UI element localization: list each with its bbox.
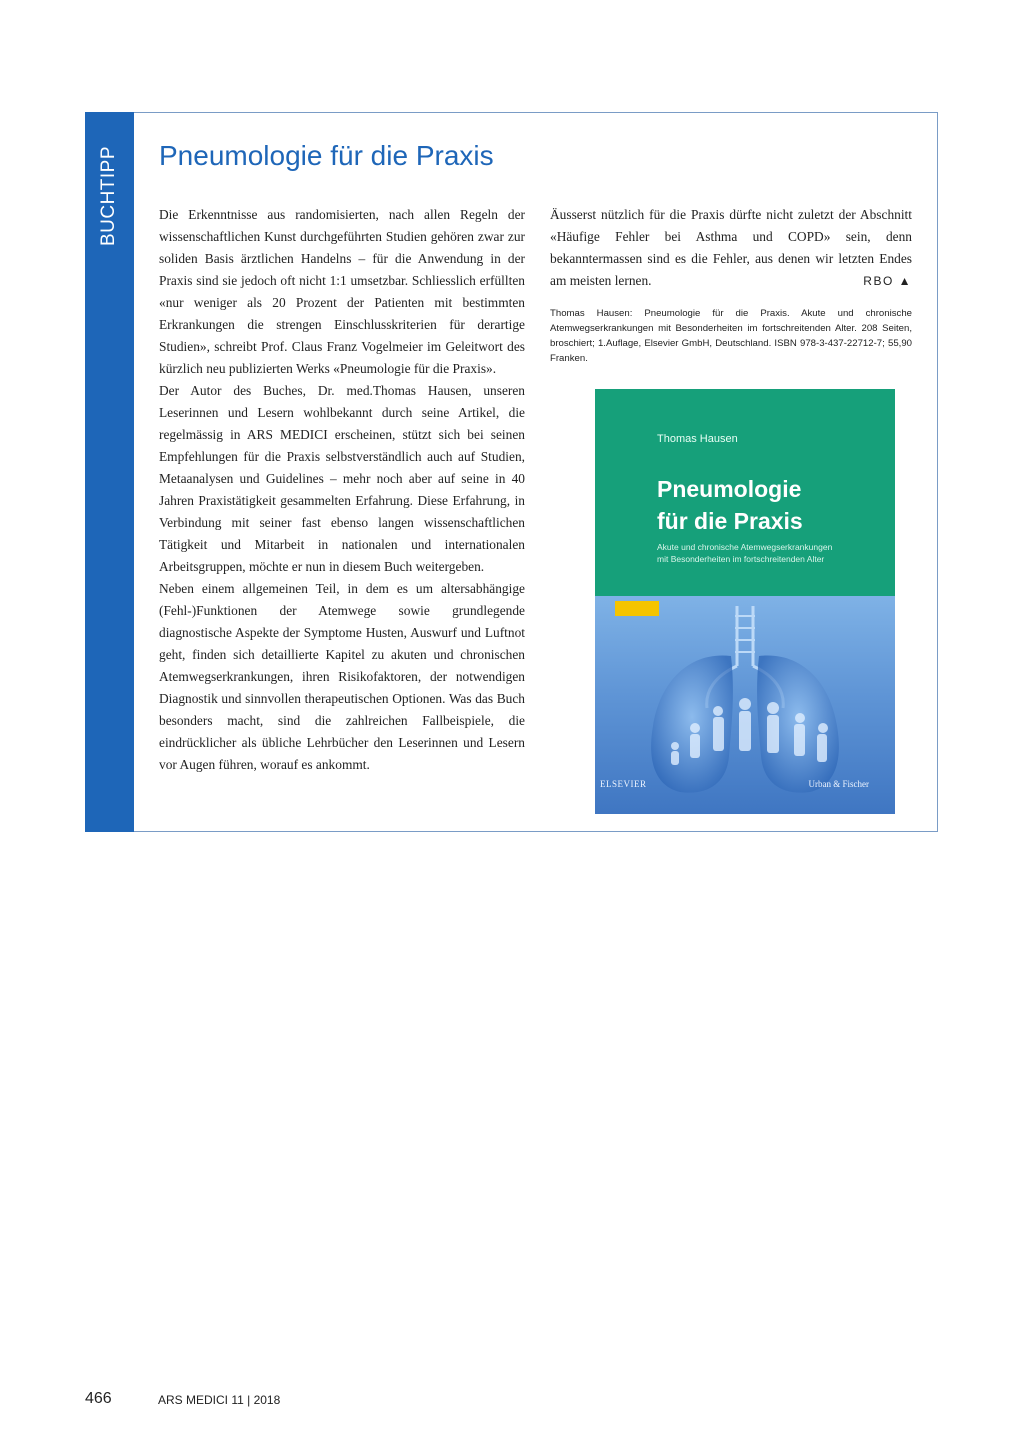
cover-publisher: ELSEVIER [600,779,647,789]
book-cover-image [595,389,895,814]
section-label: BUCHTIPP [98,145,119,247]
cover-title [657,473,877,537]
book-reference: Thomas Hausen: Pneumologie für die Praxis. Akute und chronische Atemwegserkrankungen mit Besonderheiten im fortschreitenden Alter. 208 Seiten, broschiert; 1.Auflage, Elsevier GmbH, Deutschland. ISBN 978-3-437-22712-7; 55,90 Franken. [550,308,912,364]
paragraph-4-text: Äusserst nützlich für die Praxis dürfte nicht zuletzt der Abschnitt «Häufige Fehler bei Asthma und COPD» sein, denn bekanntermassen sind es die Fehler, aus denen wir letzten Endes am meisten lernen. [550,207,912,288]
cover-subtitle-line-1: Akute und chronische Atemwegserkrankungen [657,542,833,552]
cover-color-band [615,601,659,616]
cover-imprint: Urban & Fischer [808,779,869,789]
right-column [550,204,912,292]
article-title: Pneumologie für die Praxis [159,140,494,171]
paragraph-2: Der Autor des Buches, Dr. med.Thomas Hausen, unseren Leserinnen und Lesern wohlbekannt durch seine Artikel, die regelmässig in ARS MEDICI erscheinen, stützt sich bei seinen Empfehlungen für die Praxis selbstverständlich auch auf Studien, Metaanalysen und Guidelines – mehr noch aber auf seine in 40 Jahren Praxistätigkeit gesammelten Erfahrung. Diese Erfahrung, in Verbindung mit seiner fast ebenso langen wissenschaftlichen Tätigkeit und Mitarbeit in nationalen und internationalen Arbeitsgruppen, möchte er nun in diesem Buch weitergeben. [159,383,525,574]
page-number: 466 [85,1390,112,1407]
cover-title-line-2: für die Praxis [657,508,803,534]
left-column [159,204,525,776]
paragraph-3: Neben einem allgemeinen Teil, in dem es um altersabhängige (Fehl-)Funktionen der Atemwege sowie grundlegende diagnostische Aspekte der Symptome Husten, Auswurf und Luftnot geht, finden sich detaillierte Kapitel zu akuten und chronischen Atemwegserkrankungen, ihren Risikofaktoren, der notwendigen Diagnostik und sinnvollen therapeutischen Optionen. Was das Buch besonders macht, sind die zahlreichen Fallbeispiele, die eindrücklicher als übliche Lehrbücher den Leserinnen und Lesern vor Augen führen, worauf es ankommt. [159,581,525,772]
cover-subtitle-line-2: mit Besonderheiten im fortschreitenden Alter [657,554,825,564]
paragraph-4 [550,204,912,292]
cover-author: Thomas Hausen [657,433,738,445]
author-signature: RBO ▲ [863,274,912,288]
journal-issue: ARS MEDICI 11 | 2018 [158,1393,281,1407]
cover-subtitle [657,541,887,565]
cover-title-line-1: Pneumologie [657,476,802,502]
paragraph-1: Die Erkenntnisse aus randomisierten, nach allen Regeln der wissenschaftlichen Kunst durchgeführten Studien gehören zwar zur soliden Basis ärztlichen Handelns – für die Anwendung in der Praxis sind sie jedoch oft nicht 1:1 umsetzbar. Schliesslich erfüllten «nur weniger als 20 Prozent der Patienten mit bestimmten Erkrankungen die strengen Einschlusskriterien für derartige Studien», schreibt Prof. Claus Franz Vogelmeier im Geleitwort des kürzlich neu publizierten Werks «Pneumologie für die Praxis». [159,207,525,376]
